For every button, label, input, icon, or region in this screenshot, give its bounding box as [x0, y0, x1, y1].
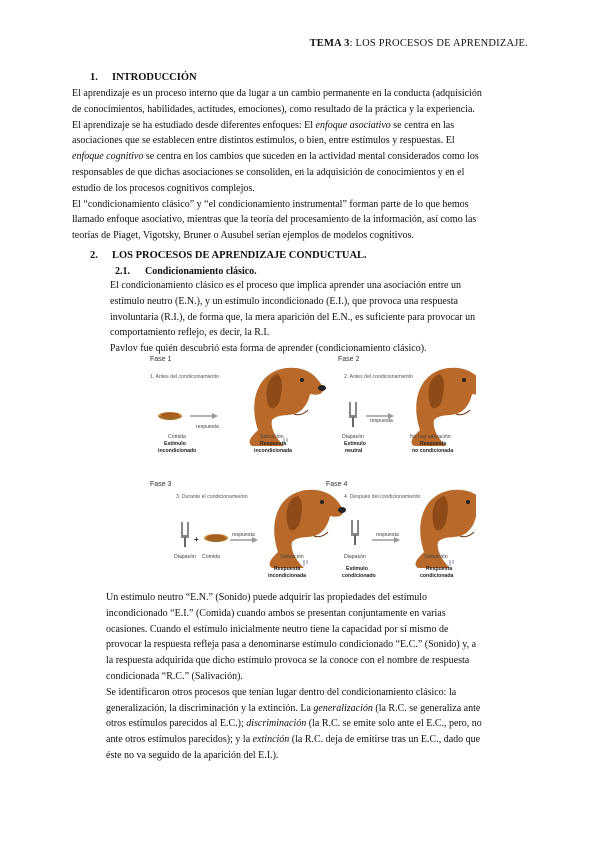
text-line: Se identificaron otros procesos que tenían lugar dentro del condicionamiento clásico: la	[106, 686, 457, 698]
text-line: El aprendizaje es un proceso interno que da lugar a un cambio permanente en la conducta (adquisición	[72, 88, 482, 99]
caption: Comida	[168, 434, 186, 440]
caption: Estímulo	[164, 441, 186, 447]
text-line: provocar la respuesta refleja pasa a denominarse estímulo condicionado “E.C.” (Sonido) y, a	[106, 639, 477, 651]
caption: Salivación	[260, 434, 284, 440]
text-line	[72, 149, 528, 165]
response-label: respuesta	[232, 532, 255, 538]
response-label: respuesta	[196, 424, 219, 430]
caption: Respuesta	[420, 441, 447, 447]
text-line: la respuesta adquirida que dicho estímulo provoca se la conoce con el nombre de respuesta	[106, 655, 470, 667]
page-header	[310, 38, 528, 49]
caption: Estímulo	[346, 566, 368, 572]
caption: no condicionada	[412, 448, 454, 454]
phase-2-label: Fase 2	[338, 356, 360, 363]
subsection-number: 2.1.	[115, 266, 130, 277]
text-line	[106, 701, 528, 717]
text-line: estudio de los procesos cognitivos complejos.	[72, 182, 255, 194]
italic-term: enfoque asociativo	[315, 119, 391, 131]
caption: Respuesta	[260, 441, 287, 447]
text-span: El aprendizaje se ha estudiado desde diferentes enfoques: El	[72, 119, 316, 131]
text-span: (la R.C. deja de emitirse tras un E.C., dado que	[289, 734, 481, 746]
text-line: incondicionado “E.I.” (Comida) cuando ambos se presentan conjuntamente en varias	[106, 607, 446, 619]
text-line: El condicionamiento clásico es el proceso que implica aprender una asociación entre un	[110, 280, 461, 291]
text-line: El “condicionamiento clásico” y “el condicionamiento instrumental” forman parte de lo que hemos	[72, 198, 469, 210]
italic-term: discriminación	[246, 718, 307, 730]
tuning-fork-icon	[349, 402, 357, 427]
caption: neutral	[345, 448, 363, 454]
caption: Diapasón	[174, 554, 196, 560]
caption: Respuesta	[426, 566, 453, 572]
phase-1-title: 1. Antes del condicionamiento	[150, 374, 219, 380]
caption: condicionada	[420, 573, 454, 579]
phase-4-title: 4. Después del condicionamiento	[344, 494, 421, 500]
classical-conditioning-paragraph	[110, 278, 528, 357]
text-line: éste no va seguido de la aparición del E.I.).	[106, 749, 279, 761]
section-2-heading	[90, 250, 367, 261]
subsection-title: Condicionamiento clásico.	[145, 266, 257, 277]
text-line: condicionada “R.C.” (Salivación).	[106, 670, 243, 682]
plus-sign: +	[194, 535, 199, 544]
caption: incondicionada	[254, 448, 293, 454]
text-line	[106, 732, 528, 748]
section-1-heading	[90, 72, 197, 83]
caption: incondicionada	[268, 573, 307, 579]
saliva-icon	[304, 560, 307, 566]
text-span: se centra en los cambios que suceden en la actividad mental considerados como los	[143, 151, 479, 163]
response-label: respuesta	[370, 418, 393, 424]
text-span: otros estímulos parecidos al E.C.);	[106, 718, 247, 730]
text-line: asociaciones que se establecen entre distintos estímulos, o bien, entre estímulos y respuestas. El	[72, 135, 455, 147]
text-line: responsables de que dichas asociaciones se consoliden, en la adquisición de conocimientos y en el	[72, 166, 465, 178]
caption: Salivación	[280, 554, 304, 560]
text-line: Un estímulo neutro “E.N.” (Sonido) puede adquirir las propiedades del estímulo	[106, 592, 428, 603]
text-span: se centra en las	[390, 119, 455, 131]
caption: condicionado	[342, 573, 376, 579]
phase-1-label: Fase 1	[150, 356, 172, 363]
italic-term: enfoque cognitivo	[72, 151, 144, 163]
text-line: llamado enfoque asociativo, mientras que la teoría del procesamiento de la información, así como las	[72, 214, 477, 226]
phase-3-title: 3. Durante el condicionamiento	[176, 494, 248, 500]
phase-3-label: Fase 3	[150, 481, 172, 488]
section-number: 2.	[90, 250, 98, 261]
text-span: generalización, la discriminación y la extinción. La	[106, 702, 314, 714]
text-line	[72, 118, 528, 134]
caption: Diapasón	[342, 434, 364, 440]
caption: No hay salivación	[410, 434, 451, 440]
text-line: Pavlov fue quién descubrió esta forma de aprender (condicionamiento clásico).	[110, 343, 427, 355]
italic-term: extinción	[252, 734, 290, 746]
text-line: teorías de Piaget, Vigotsky, Bruner o Ausubel serían ejemplos de modelos cognitivos.	[72, 230, 414, 242]
intro-paragraph	[72, 86, 528, 244]
text-line: estímulo neutro (E.N.), y un estímulo incondicionado (E.I.), que provoca una respuesta	[110, 295, 458, 307]
text-line: involuntaria (R.I.), de forma que, la mera aparición del E.N., es suficiente para provocar un	[110, 311, 476, 323]
caption: incondicionado	[158, 448, 197, 454]
subsection-heading	[115, 266, 257, 277]
caption: Diapasón	[344, 554, 366, 560]
text-span: (la R.C. se generaliza ante	[372, 702, 481, 714]
tuning-fork-icon	[351, 520, 359, 545]
food-bowl-icon	[204, 534, 228, 542]
response-label: respuesta	[376, 532, 399, 538]
tuning-fork-icon	[181, 522, 189, 547]
text-line: ocasiones. Cuando el estímulo inicialmente neutro tiene la capacidad por sí mismo de	[106, 623, 449, 635]
caption: Estímulo	[344, 441, 366, 447]
text-line: de conocimientos, habilidades, actitudes, emociones), como resultado de la práctica y la experiencia.	[72, 103, 475, 115]
header-title: : LOS PROCESOS DE APRENDIZAJE.	[349, 38, 528, 49]
section-number: 1.	[90, 72, 98, 83]
arrow-icon	[190, 413, 218, 419]
pavlov-figure	[148, 352, 476, 588]
text-line: comportamiento reflejo, es decir, la R.I.	[110, 327, 270, 339]
header-tema: TEMA 3	[309, 38, 350, 49]
food-bowl-icon	[158, 412, 182, 420]
text-span: (la R.C. se emite solo ante el E.C., pero, no	[306, 718, 482, 730]
explanation-paragraph	[106, 590, 528, 764]
italic-term: generalización	[313, 702, 373, 714]
caption: Comida	[202, 554, 220, 560]
phase-4-label: Fase 4	[326, 481, 348, 488]
text-line	[106, 716, 528, 732]
phase-2-title: 2. Antes del condicionamiento	[344, 374, 413, 380]
section-title: LOS PROCESOS DE APRENDIZAJE CONDUCTUAL.	[112, 250, 367, 261]
section-title: INTRODUCCIÓN	[112, 72, 197, 83]
text-span: ante otros estímulos parecidos); y la	[106, 734, 253, 746]
caption: Salivación	[424, 554, 448, 560]
caption: Respuesta	[274, 566, 301, 572]
